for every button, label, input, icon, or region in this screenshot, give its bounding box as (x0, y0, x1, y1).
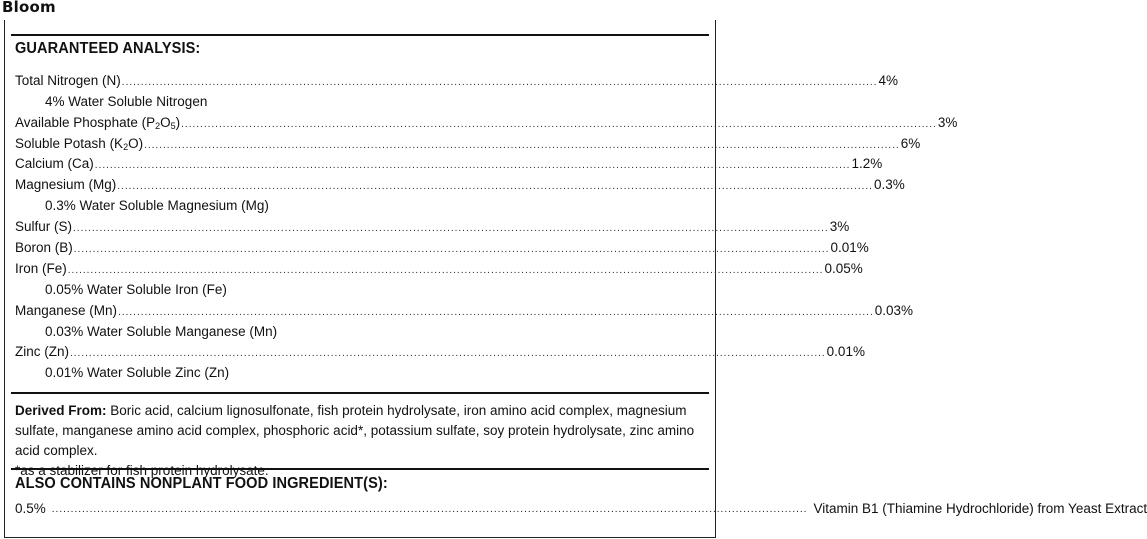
leader-dots: ........................................................................................................................................................................................................ (94, 160, 851, 172)
analysis-rows (15, 68, 958, 381)
analysis-heading: GUARANTEED ANALYSIS: (15, 40, 201, 57)
nutrient-subname: 0.03% Water Soluble Manganese (Mn) (45, 323, 278, 339)
nutrient-value: 0.01% (826, 344, 865, 360)
nutrient-row-phosphate (15, 110, 958, 131)
nutrient-value: 1.2% (851, 156, 883, 172)
nutrient-value: 0.3% (873, 177, 905, 193)
nutrient-row-nitrogen (15, 68, 898, 89)
nutrient-row-potash (15, 131, 921, 152)
leader-dots: ........................................................................................................................................................................................................ (117, 181, 873, 193)
nutrient-subrow-magnesium (15, 193, 706, 214)
section-divider (11, 392, 709, 394)
nutrient-name: Manganese (Mn) (15, 302, 118, 318)
top-rule (11, 34, 709, 36)
nutrient-value: 0.01% (830, 240, 869, 256)
nutrient-name: Soluble Potash $(K_2O)$ (15, 135, 144, 152)
nutrient-name: Boron (B) (15, 240, 73, 256)
nutrient-row-sulfur (15, 214, 850, 235)
nutrient-row-calcium (15, 152, 883, 173)
nutrient-row-zinc (15, 340, 865, 361)
leader-dots: ........................................................................................................................................................................................................ (51, 504, 808, 515)
nutrient-row-manganese (15, 298, 914, 319)
nutrient-subname: 4% Water Soluble Nitrogen (45, 93, 208, 109)
nutrient-name: Calcium (Ca) (15, 156, 94, 172)
nutrient-name: Sulfur (S) (15, 219, 73, 235)
leader-dots: ........................................................................................................................................................................................................ (73, 244, 830, 256)
product-title: Bloom (2, 0, 56, 16)
nonplant-amount: 0.5% (15, 501, 46, 516)
section-divider (11, 468, 709, 470)
nutrient-row-magnesium (15, 172, 905, 193)
derived-from-text (15, 401, 715, 461)
nutrient-subrow-zinc (15, 360, 706, 381)
nutrient-subname: 0.05% Water Soluble Iron (Fe) (45, 281, 227, 297)
nutrient-value: 3% (829, 219, 850, 235)
nutrient-row-iron (15, 256, 863, 277)
nonplant-ingredient: Vitamin B1 (Thiamine Hydrochloride) from Yeast Extract (813, 501, 1147, 516)
nutrient-name: Iron (Fe) (15, 260, 67, 276)
nutrient-name: Zinc (Zn) (15, 344, 69, 360)
leader-dots: ........................................................................................................................................................................................................ (118, 306, 874, 318)
nutrient-value: 4% (878, 72, 898, 88)
nutrient-row-boron (15, 235, 869, 256)
leader-dots: ........................................................................................................................................................................................................ (144, 139, 900, 151)
nutrient-value: 0.05% (824, 260, 863, 276)
leader-dots: ........................................................................................................................................................................................................ (67, 264, 824, 276)
leader-dots: ........................................................................................................................................................................................................ (70, 348, 826, 360)
guaranteed-analysis-label (4, 20, 1147, 538)
nutrient-subname: 0.01% Water Soluble Zinc (Zn) (45, 365, 230, 381)
nonplant-heading: ALSO CONTAINS NONPLANT FOOD INGREDIENT(S): (15, 475, 388, 492)
nutrient-value: 3% (937, 114, 958, 130)
derived-from-ingredients: Boric acid, calcium lignosulfonate, fish protein hydrolysate, iron amino acid complex, magnesium sulfate, manganese amino acid complex, phosphoric acid*, potassium sulfate, soy protein hydrolysate, zinc amino acid complex. (15, 403, 695, 458)
nutrient-value: 0.03% (874, 302, 914, 318)
nutrient-subrow-manganese (15, 319, 706, 340)
derived-from-footnote: *as a stabilizer for fish protein hydrolysate. (15, 463, 269, 478)
nutrient-subname: 0.3% Water Soluble Magnesium (Mg) (45, 198, 269, 214)
nutrient-subrow-nitrogen (15, 89, 706, 110)
nutrient-name: Magnesium (Mg) (15, 177, 117, 193)
nonplant-ingredient-row (15, 501, 1147, 516)
nutrient-name: Total Nitrogen (N) (15, 72, 121, 88)
nutrient-value: 6% (900, 135, 921, 151)
nutrient-name: Available Phosphate $(P_2O_5)$ (15, 114, 181, 131)
nutrient-subrow-iron (15, 277, 706, 298)
leader-dots: ........................................................................................................................................................................................................ (73, 223, 829, 235)
leader-dots: ........................................................................................................................................................................................................ (181, 118, 937, 130)
leader-dots: ........................................................................................................................................................................................................ (121, 76, 878, 88)
derived-from-label: Derived From: (15, 403, 107, 418)
